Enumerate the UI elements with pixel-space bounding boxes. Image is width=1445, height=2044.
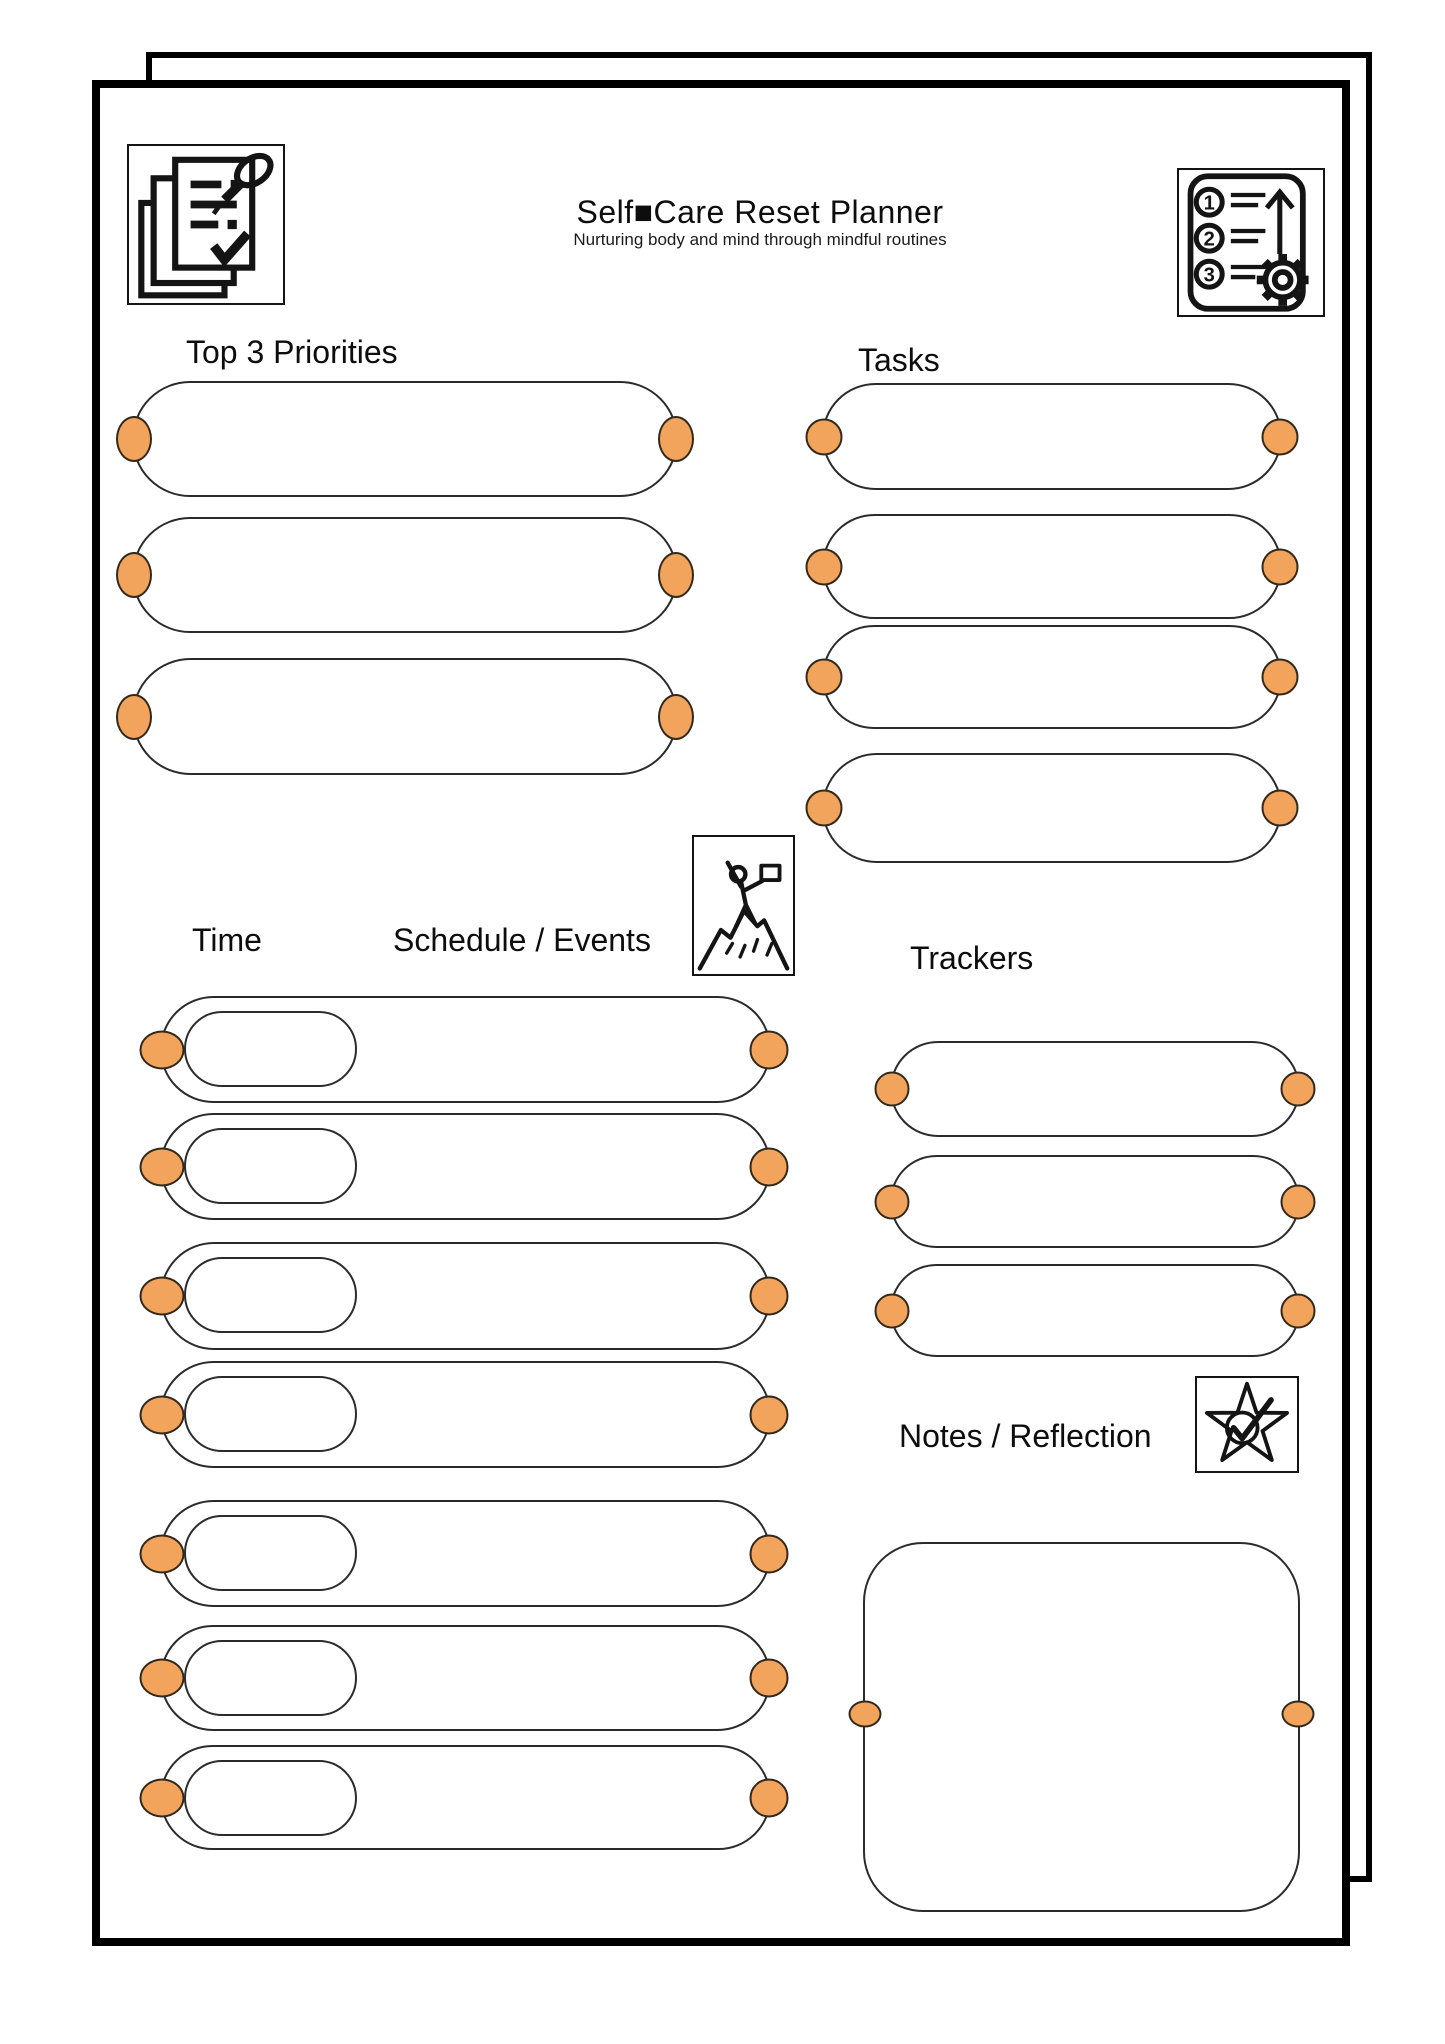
svg-text:3: 3 [1203, 264, 1215, 287]
tracker-slot-2[interactable] [890, 1155, 1300, 1248]
task-slot-1[interactable] [822, 383, 1282, 490]
time-slot-3[interactable] [184, 1257, 357, 1333]
tracker-slot-1[interactable] [890, 1041, 1300, 1137]
connector-dot [806, 418, 843, 455]
connector-dot [806, 659, 843, 696]
connector-dot [875, 1184, 910, 1219]
connector-dot [1281, 1072, 1316, 1107]
connector-dot [806, 548, 843, 585]
connector-dot [658, 416, 694, 462]
tracker-slot-3[interactable] [890, 1264, 1300, 1357]
svg-text:2: 2 [1203, 228, 1215, 251]
connector-dot [140, 1778, 185, 1817]
mountain-climber-icon [692, 835, 795, 976]
connector-dot [140, 1030, 185, 1069]
schedule-row-4[interactable] [160, 1361, 771, 1468]
notes-box[interactable] [863, 1542, 1300, 1912]
schedule-row-2[interactable] [160, 1113, 771, 1220]
connector-dot [1262, 790, 1299, 827]
page-title: Self■Care Reset Planner [576, 194, 944, 230]
connector-dot [750, 1277, 789, 1316]
connector-dot [750, 1395, 789, 1434]
connector-dot [140, 1395, 185, 1434]
connector-dot [140, 1534, 185, 1573]
tasks-heading: Tasks [858, 342, 940, 378]
connector-dot [750, 1030, 789, 1069]
connector-dot [806, 790, 843, 827]
connector-dot [750, 1778, 789, 1817]
priority-slot-1[interactable] [132, 381, 678, 497]
connector-dot [1262, 659, 1299, 696]
priorities-heading: Top 3 Priorities [186, 334, 398, 370]
connector-dot [658, 694, 694, 740]
time-slot-2[interactable] [184, 1128, 357, 1204]
connector-dot [750, 1659, 789, 1698]
connector-dot [116, 694, 152, 740]
task-slot-4[interactable] [822, 753, 1282, 863]
schedule-row-3[interactable] [160, 1242, 771, 1350]
connector-dot [750, 1147, 789, 1186]
schedule-events-heading: Schedule / Events [393, 922, 651, 958]
time-slot-5[interactable] [184, 1515, 357, 1591]
connector-dot [849, 1701, 882, 1728]
priority-slot-2[interactable] [132, 517, 678, 633]
connector-dot [1281, 1293, 1316, 1328]
connector-dot [116, 416, 152, 462]
time-heading: Time [192, 922, 262, 958]
trackers-heading: Trackers [910, 940, 1034, 976]
connector-dot [875, 1293, 910, 1328]
svg-text:1: 1 [1203, 192, 1215, 215]
notes-heading: Notes / Reflection [899, 1418, 1152, 1454]
time-slot-7[interactable] [184, 1760, 357, 1836]
connector-dot [140, 1277, 185, 1316]
schedule-row-7[interactable] [160, 1745, 771, 1850]
connector-dot [1281, 1184, 1316, 1219]
time-slot-1[interactable] [184, 1011, 357, 1087]
task-slot-3[interactable] [822, 625, 1282, 729]
task-slot-2[interactable] [822, 514, 1282, 619]
connector-dot [1262, 418, 1299, 455]
numbered-list-gear-icon [1177, 168, 1325, 317]
star-check-icon [1195, 1376, 1299, 1473]
page-subtitle: Nurturing body and mind through mindful routines [573, 230, 947, 249]
connector-dot [875, 1072, 910, 1107]
connector-dot [1262, 548, 1299, 585]
connector-dot [658, 552, 694, 598]
time-slot-6[interactable] [184, 1640, 357, 1716]
connector-dot [116, 552, 152, 598]
time-slot-4[interactable] [184, 1376, 357, 1452]
schedule-row-5[interactable] [160, 1500, 771, 1607]
schedule-row-6[interactable] [160, 1625, 771, 1731]
connector-dot [750, 1534, 789, 1573]
priority-slot-3[interactable] [132, 658, 678, 775]
schedule-row-1[interactable] [160, 996, 771, 1103]
connector-dot [140, 1659, 185, 1698]
connector-dot [140, 1147, 185, 1186]
connector-dot [1282, 1701, 1315, 1728]
pinned-notes-icon [127, 144, 285, 305]
